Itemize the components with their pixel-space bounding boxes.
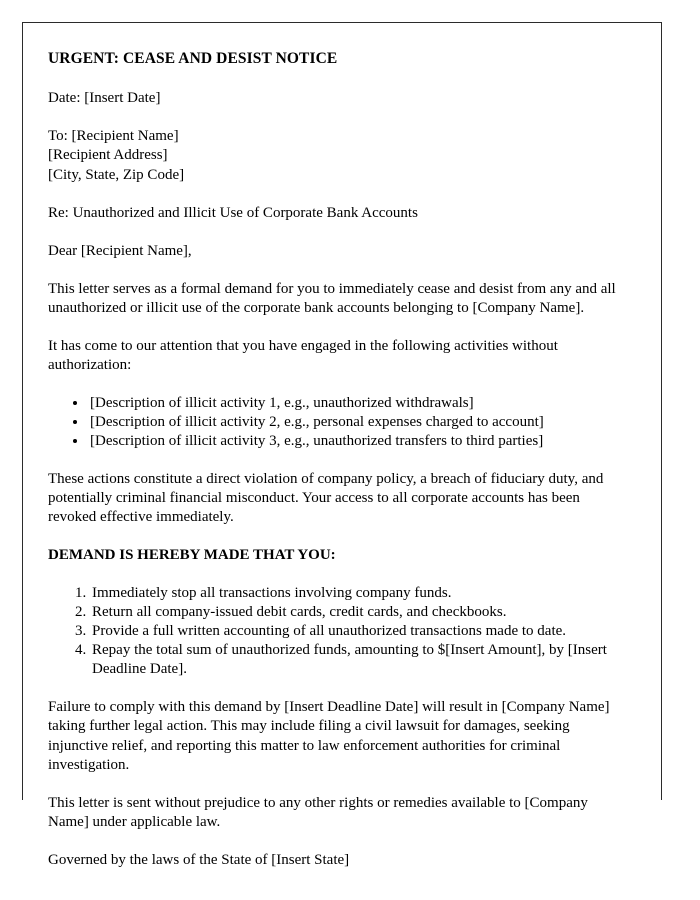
paragraph-failure-to-comply: Failure to comply with this demand by [Insert Deadline Date] will result in [Company Name] taking further legal action. This may include filing a civil lawsuit for damages, seeking injunctive relief, and reporting this matter to law enforcement authorities for criminal investigation. <box>48 699 610 773</box>
demand-list <box>48 584 627 679</box>
list-item: 1. Immediately stop all transactions involving company funds. <box>90 584 627 603</box>
document-page <box>22 22 662 868</box>
list-item: • [Description of illicit activity 2, e.g., personal expenses charged to account] <box>88 413 627 432</box>
recipient-city-state-zip-line: [City, State, Zip Code] <box>48 166 185 183</box>
list-item: 3. Provide a full written accounting of all unauthorized transactions made to date. <box>90 622 627 641</box>
list-item: 4. Repay the total sum of unauthorized funds, amounting to $[Insert Amount], by [Insert Deadline Date]. <box>90 641 627 679</box>
subject-line: Re: Unauthorized and Illicit Use of Corporate Bank Accounts <box>48 204 418 221</box>
recipient-block <box>48 127 627 184</box>
recipient-name-line: To: [Recipient Name] <box>48 128 179 145</box>
date-line: Date: [Insert Date] <box>48 90 161 107</box>
demand-heading: DEMAND IS HEREBY MADE THAT YOU: <box>48 547 336 564</box>
list-item: • [Description of illicit activity 3, e.g., unauthorized transfers to third parties] <box>88 432 627 451</box>
paragraph-without-prejudice: This letter is sent without prejudice to any other rights or remedies available to [Company Name] under applicable law. <box>48 794 588 830</box>
clipped-governing-law-line: Governed by the laws of the State of [Insert State] <box>48 851 350 868</box>
list-item: 2. Return all company-issued debit cards, credit cards, and checkbooks. <box>90 603 627 622</box>
paragraph-violation: These actions constitute a direct violation of company policy, a breach of fiduciary duty, and potentially criminal financial misconduct. Your access to all corporate accounts has been revoked effective immediately. <box>48 470 604 526</box>
salutation: Dear [Recipient Name], <box>48 242 192 259</box>
document-body <box>23 23 663 870</box>
paragraph-attention: It has come to our attention that you have engaged in the following activities without authorization: <box>48 337 558 373</box>
illicit-activities-list <box>48 394 627 451</box>
page-title: URGENT: CEASE AND DESIST NOTICE <box>48 50 338 67</box>
list-item: • [Description of illicit activity 1, e.g., unauthorized withdrawals] <box>88 394 627 413</box>
recipient-address-line: [Recipient Address] <box>48 147 168 164</box>
paragraph-demand: This letter serves as a formal demand for you to immediately cease and desist from any and all unauthorized or illicit use of the corporate bank accounts belonging to [Company Name]. <box>48 280 616 316</box>
